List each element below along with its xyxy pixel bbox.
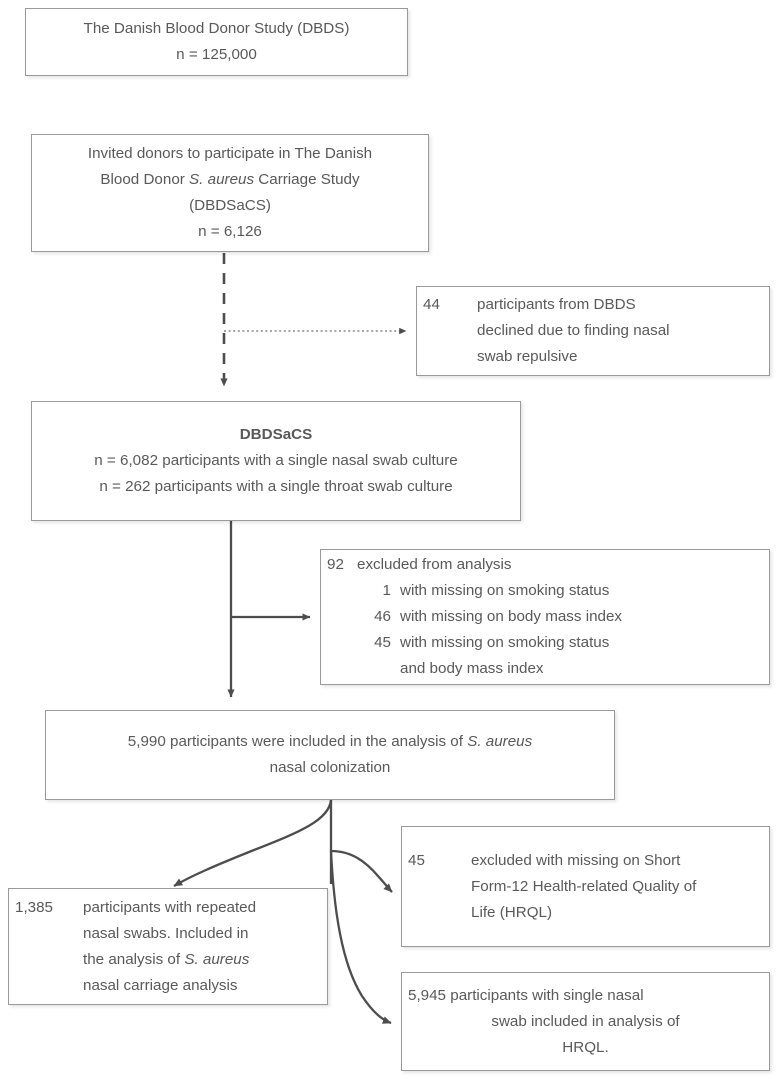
node-invited-line2-post: Carriage Study	[254, 171, 360, 188]
node-1385-line3-pre: the analysis of	[83, 950, 185, 968]
node-declined-line1: participants from DBDS	[477, 296, 636, 313]
node-excluded92-item-1-text: with missing on body mass index	[400, 608, 623, 625]
connector-included5990-to-repeated1385	[174, 800, 331, 886]
node-45hrql-content	[402, 848, 769, 926]
node-45hrql-line3: Life (HRQL)	[471, 903, 553, 921]
node-dbdsacs-content	[32, 422, 520, 500]
node-dbdsacs	[31, 401, 521, 521]
node-repeated-1385	[8, 888, 328, 1005]
node-45hrql-row1	[408, 848, 763, 874]
species-name-italic: S. aureus	[189, 171, 255, 188]
node-excluded92-item-1-count: 46	[374, 608, 391, 625]
node-invited-line3: (DBDSaCS)	[189, 197, 271, 214]
node-declined-content	[417, 292, 769, 370]
node-declined-44	[416, 286, 770, 376]
node-5945-line2: swab included in analysis of	[491, 1012, 680, 1030]
connector-included5990-to-excluded45hrql	[331, 851, 392, 892]
node-dbds	[25, 8, 408, 76]
node-excluded92-header	[327, 552, 763, 578]
node-invited-line1: Invited donors to participate in The Danish	[87, 145, 373, 162]
node-1385-line1: participants with repeated	[83, 898, 257, 916]
node-45hrql-count: 45	[408, 851, 425, 869]
node-excluded92-item-1	[327, 604, 763, 630]
node-declined-row2	[423, 318, 763, 344]
species-name-italic: S. aureus	[184, 950, 250, 968]
node-invited-line2	[40, 167, 420, 193]
node-excluded92-item-0-text: with missing on smoking status	[400, 582, 610, 599]
node-declined-count: 44	[423, 296, 440, 313]
node-5945-line1	[408, 983, 763, 1009]
node-1385-row4	[15, 973, 321, 999]
connector-included5990-to-single5945	[331, 851, 391, 1023]
node-1385-line4: nasal carriage analysis	[83, 976, 238, 994]
node-5990-content	[46, 729, 614, 781]
node-excluded92-header-text: excluded from analysis	[357, 556, 512, 573]
node-45hrql-row2	[408, 874, 763, 900]
node-5945-count: 5,945	[408, 986, 447, 1004]
node-45hrql-line2: Form-12 Health-related Quality of	[471, 877, 697, 895]
node-dbds-line2: n = 125,000	[176, 46, 257, 63]
node-5945-line3: HRQL.	[562, 1038, 609, 1056]
node-invited-donors	[31, 134, 429, 252]
node-1385-row3	[15, 947, 321, 973]
node-1385-line2: nasal swabs. Included in	[83, 924, 249, 942]
node-excluded92-item-0-count: 1	[382, 582, 391, 599]
node-included-5990	[45, 710, 615, 800]
node-excluded-45-hrql	[401, 826, 770, 947]
node-declined-row3	[423, 344, 763, 370]
node-excluded92-content	[321, 552, 769, 682]
node-excluded92-item-3	[327, 656, 763, 682]
node-1385-line3	[83, 947, 321, 973]
node-5945-content	[402, 983, 769, 1061]
node-dbds-line1: The Danish Blood Donor Study (DBDS)	[83, 20, 350, 37]
species-name-italic: S. aureus	[467, 733, 533, 750]
node-1385-count: 1,385	[15, 898, 54, 916]
node-excluded92-item-3-text: and body mass index	[400, 660, 544, 677]
node-declined-line3: swab repulsive	[477, 348, 578, 365]
node-5945-line1-text: participants with single nasal	[450, 986, 644, 1004]
node-dbdsacs-line1: n = 6,082 participants with a single nasal swab culture	[94, 452, 458, 469]
node-1385-content	[9, 895, 327, 999]
node-1385-row1	[15, 895, 321, 921]
node-dbdsacs-heading: DBDSaCS	[239, 426, 313, 443]
node-excluded-92	[320, 549, 770, 685]
node-single-5945	[401, 972, 770, 1071]
node-excluded92-item-2	[327, 630, 763, 656]
node-dbds-content	[26, 16, 407, 68]
node-dbdsacs-line2: n = 262 participants with a single throat swab culture	[99, 478, 453, 495]
node-declined-row1	[423, 292, 763, 318]
node-excluded92-count: 92	[327, 556, 344, 573]
node-1385-row2	[15, 921, 321, 947]
node-excluded92-item-2-text: with missing on smoking status	[400, 634, 610, 651]
node-excluded92-item-2-count: 45	[374, 634, 391, 651]
node-invited-line2-pre: Blood Donor	[100, 171, 190, 188]
node-5990-line2: nasal colonization	[269, 759, 391, 776]
node-declined-line2: declined due to finding nasal	[477, 322, 670, 339]
node-5990-line1-pre: 5,990 participants were included in the analysis of	[127, 733, 468, 750]
node-45hrql-line1: excluded with missing on Short	[471, 851, 681, 869]
node-invited-line4: n = 6,126	[198, 223, 262, 240]
node-invited-content	[32, 141, 428, 245]
node-5990-line1	[54, 729, 606, 755]
node-45hrql-row3	[408, 900, 763, 926]
node-excluded92-item-0	[327, 578, 763, 604]
